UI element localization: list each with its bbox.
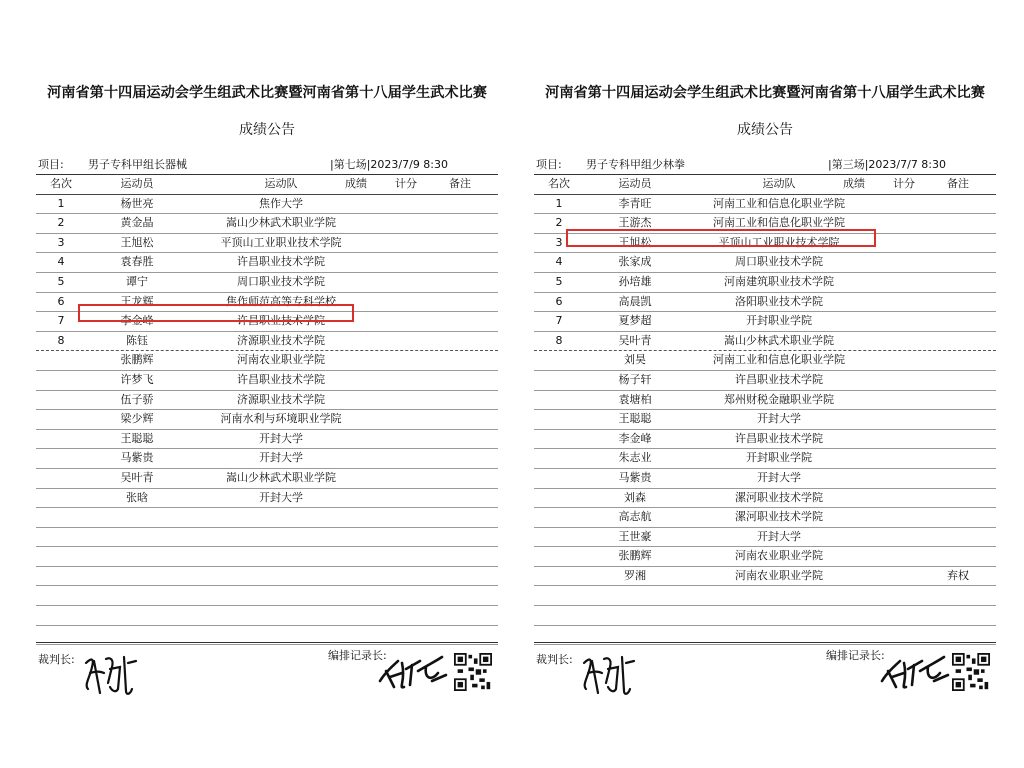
rank-cell: 8 <box>555 333 563 347</box>
athlete-cell: 夏梦超 <box>618 314 652 328</box>
team-cell: 河南工业和信息化职业学院 <box>713 196 845 210</box>
athlete-cell: 王聪聪 <box>618 412 652 426</box>
athlete-cell: 梁少辉 <box>120 412 154 426</box>
table-row <box>534 567 996 587</box>
header-rank: 名次 <box>50 177 72 190</box>
table-row <box>36 489 498 509</box>
rank-cell: 1 <box>57 196 65 210</box>
rank-cell: 6 <box>57 294 65 308</box>
athlete-cell: 张晗 <box>126 490 148 504</box>
results-table <box>36 174 498 645</box>
team-cell: 开封大学 <box>757 412 801 426</box>
table-row <box>36 391 498 411</box>
rank-cell: 7 <box>57 314 65 328</box>
table-row <box>534 332 996 352</box>
team-cell: 嵩山少林武术职业学院 <box>226 470 336 484</box>
session-info: |第三场|2023/7/7 8:30 <box>828 158 947 171</box>
table-row <box>36 606 498 626</box>
header-athlete: 运动员 <box>120 177 154 190</box>
team-cell: 开封大学 <box>259 451 303 465</box>
signature-footer <box>534 642 996 705</box>
table-row <box>36 371 498 391</box>
table-row <box>534 273 996 293</box>
qr-code-icon <box>952 653 990 691</box>
team-cell: 开封大学 <box>259 490 303 504</box>
team-cell: 许昌职业技术学院 <box>237 314 325 328</box>
table-row <box>36 195 498 215</box>
table-row <box>534 547 996 567</box>
event-name: 男子专科甲组长器械 <box>88 158 187 171</box>
table-row <box>36 586 498 606</box>
athlete-cell: 吴叶青 <box>618 333 652 347</box>
sheet-title: 河南省第十四届运动会学生组武术比赛暨河南省第十八届学生武术比赛 <box>47 85 487 101</box>
table-row <box>36 214 498 234</box>
rank-cell: 7 <box>555 314 563 328</box>
team-cell: 许昌职业技术学院 <box>237 372 325 386</box>
team-cell: 漯河职业技术学院 <box>735 490 823 504</box>
team-cell: 许昌职业技术学院 <box>735 431 823 445</box>
chief-judge-label: 裁判长: <box>536 653 573 666</box>
athlete-cell: 刘昊 <box>624 353 646 367</box>
chief-judge-label: 裁判长: <box>38 653 75 666</box>
team-cell: 焦作师范高等专科学校 <box>226 294 336 308</box>
team-cell: 河南工业和信息化职业学院 <box>713 353 845 367</box>
athlete-cell: 李青旺 <box>618 196 652 210</box>
athlete-cell: 王龙辉 <box>120 294 154 308</box>
table-row <box>36 567 498 587</box>
team-cell: 河南农业职业学院 <box>735 568 823 582</box>
rank-cell: 3 <box>57 235 65 249</box>
table-row <box>534 489 996 509</box>
athlete-cell: 伍子骄 <box>120 392 154 406</box>
event-info <box>536 156 996 172</box>
athlete-cell: 王游杰 <box>618 216 652 230</box>
athlete-cell: 王旭松 <box>120 235 154 249</box>
rank-cell: 2 <box>555 216 563 230</box>
athlete-cell: 陈钰 <box>126 333 148 347</box>
handwritten-signature-icon <box>376 651 450 695</box>
team-cell: 周口职业技术学院 <box>237 274 325 288</box>
header-points: 计分 <box>893 177 915 190</box>
recorder-label: 编排记录长: <box>328 649 387 662</box>
athlete-cell: 马紫贵 <box>120 451 154 465</box>
sheet-subtitle: 成绩公告 <box>239 122 295 138</box>
athlete-cell: 马紫贵 <box>618 470 652 484</box>
header-note: 备注 <box>449 177 471 190</box>
rank-cell: 4 <box>57 255 65 269</box>
athlete-cell: 张鹏辉 <box>120 353 154 367</box>
rank-cell: 8 <box>57 333 65 347</box>
team-cell: 济源职业技术学院 <box>237 392 325 406</box>
table-header <box>534 175 996 195</box>
athlete-cell: 王聪聪 <box>120 431 154 445</box>
sheet-subtitle: 成绩公告 <box>737 122 793 138</box>
event-name: 男子专科甲组少林拳 <box>586 158 685 171</box>
header-rank: 名次 <box>548 177 570 190</box>
table-row <box>534 253 996 273</box>
header-athlete: 运动员 <box>618 177 652 190</box>
team-cell: 河南建筑职业技术学院 <box>724 274 834 288</box>
event-info <box>38 156 498 172</box>
rank-cell: 5 <box>57 274 65 288</box>
table-row <box>36 312 498 332</box>
header-team: 运动队 <box>762 177 796 190</box>
table-row <box>36 449 498 469</box>
table-row <box>534 528 996 548</box>
athlete-cell: 朱志业 <box>618 451 652 465</box>
team-cell: 开封大学 <box>259 431 303 445</box>
team-cell: 济源职业技术学院 <box>237 333 325 347</box>
team-cell: 平顶山工业职业技术学院 <box>718 235 840 249</box>
team-cell: 河南农业职业学院 <box>237 353 325 367</box>
table-row <box>36 469 498 489</box>
team-cell: 河南水利与环境职业学院 <box>220 412 342 426</box>
athlete-cell: 李金峰 <box>120 314 154 328</box>
table-row <box>534 391 996 411</box>
athlete-cell: 张鹏辉 <box>618 549 652 563</box>
table-row <box>36 253 498 273</box>
team-cell: 焦作大学 <box>259 196 303 210</box>
handwritten-signature-icon <box>80 649 140 701</box>
table-row <box>534 214 996 234</box>
table-row <box>36 547 498 567</box>
table-row <box>534 371 996 391</box>
athlete-cell: 杨子轩 <box>618 372 652 386</box>
athlete-cell: 杨世亮 <box>120 196 154 210</box>
table-row <box>534 312 996 332</box>
header-team: 运动队 <box>264 177 298 190</box>
team-cell: 开封职业学院 <box>746 451 812 465</box>
rank-cell: 4 <box>555 255 563 269</box>
table-row <box>534 293 996 313</box>
rank-cell: 3 <box>555 235 563 249</box>
team-cell: 嵩山少林武术职业学院 <box>724 333 834 347</box>
table-row <box>534 234 996 254</box>
team-cell: 河南农业职业学院 <box>735 549 823 563</box>
athlete-cell: 王世豪 <box>618 529 652 543</box>
table-row <box>534 449 996 469</box>
table-row <box>36 508 498 528</box>
team-cell: 周口职业技术学院 <box>735 255 823 269</box>
table-row <box>36 332 498 352</box>
table-row <box>36 430 498 450</box>
session-info: |第七场|2023/7/9 8:30 <box>330 158 449 171</box>
table-row <box>36 293 498 313</box>
event-label: 项目: <box>536 158 562 171</box>
handwritten-signature-icon <box>578 649 638 701</box>
athlete-cell: 吴叶青 <box>120 470 154 484</box>
athlete-cell: 罗湘 <box>624 568 646 582</box>
table-row <box>534 606 996 626</box>
table-row <box>534 586 996 606</box>
team-cell: 开封大学 <box>757 529 801 543</box>
athlete-cell: 孙培雄 <box>618 274 652 288</box>
athlete-cell: 黄金晶 <box>120 216 154 230</box>
athlete-cell: 刘森 <box>624 490 646 504</box>
header-points: 计分 <box>395 177 417 190</box>
athlete-cell: 王旭松 <box>618 235 652 249</box>
rank-cell: 2 <box>57 216 65 230</box>
table-row <box>534 410 996 430</box>
team-cell: 许昌职业技术学院 <box>237 255 325 269</box>
table-row <box>36 351 498 371</box>
sheet-title: 河南省第十四届运动会学生组武术比赛暨河南省第十八届学生武术比赛 <box>545 85 985 101</box>
table-row <box>534 351 996 371</box>
athlete-cell: 李金峰 <box>618 431 652 445</box>
team-cell: 河南工业和信息化职业学院 <box>713 216 845 230</box>
table-row <box>534 195 996 215</box>
athlete-cell: 谭宁 <box>126 274 148 288</box>
table-row <box>534 508 996 528</box>
event-label: 项目: <box>38 158 64 171</box>
header-note: 备注 <box>947 177 969 190</box>
table-row <box>36 528 498 548</box>
rank-cell: 5 <box>555 274 563 288</box>
header-result: 成绩 <box>345 177 367 190</box>
team-cell: 洛阳职业技术学院 <box>735 294 823 308</box>
athlete-cell: 高晨凯 <box>618 294 652 308</box>
table-row <box>36 273 498 293</box>
rank-cell: 1 <box>555 196 563 210</box>
table-row <box>534 430 996 450</box>
rank-cell: 6 <box>555 294 563 308</box>
header-result: 成绩 <box>843 177 865 190</box>
note-cell: 弃权 <box>947 568 969 582</box>
athlete-cell: 许梦飞 <box>120 372 154 386</box>
team-cell: 开封职业学院 <box>746 314 812 328</box>
athlete-cell: 高志航 <box>618 510 652 524</box>
signature-footer <box>36 642 498 705</box>
athlete-cell: 袁塘柏 <box>618 392 652 406</box>
athlete-cell: 张家成 <box>618 255 652 269</box>
team-cell: 漯河职业技术学院 <box>735 510 823 524</box>
recorder-label: 编排记录长: <box>826 649 885 662</box>
table-row <box>36 410 498 430</box>
table-row <box>36 234 498 254</box>
team-cell: 许昌职业技术学院 <box>735 372 823 386</box>
team-cell: 嵩山少林武术职业学院 <box>226 216 336 230</box>
team-cell: 开封大学 <box>757 470 801 484</box>
team-cell: 平顶山工业职业技术学院 <box>220 235 342 249</box>
results-sheet-right <box>534 72 996 704</box>
qr-code-icon <box>454 653 492 691</box>
results-sheet-left <box>36 72 498 704</box>
athlete-cell: 袁春胜 <box>120 255 154 269</box>
results-table <box>534 174 996 645</box>
table-row <box>534 469 996 489</box>
table-header <box>36 175 498 195</box>
handwritten-signature-icon <box>878 651 952 695</box>
team-cell: 郑州财税金融职业学院 <box>724 392 834 406</box>
